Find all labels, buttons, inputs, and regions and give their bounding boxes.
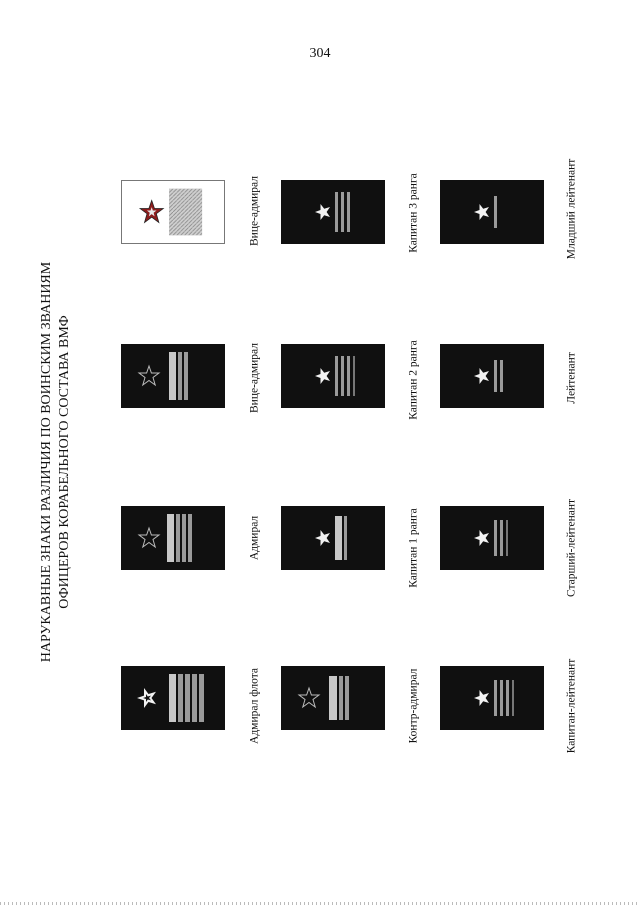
star-icon: [139, 528, 159, 547]
patch-admiral: [121, 506, 225, 570]
rank-label-kontr-admiral: Контр-адмирал: [407, 668, 420, 744]
patch-kapitan-3: [281, 180, 385, 244]
patch-vitse-admiral-2: [121, 180, 225, 244]
star-icon: [140, 200, 163, 222]
rank-label-admiral-flota: Адмирал флота: [248, 668, 261, 744]
star-icon: [315, 530, 330, 546]
patch-mladshiy-leytenant: [440, 180, 544, 244]
rank-label-vitse-admiral-2: Вице-адмирал: [248, 176, 261, 246]
star-icon: [299, 688, 319, 707]
patch-starshiy-leytenant: [440, 506, 544, 570]
rank-label-kapitan-2: Капитан 2 ранга: [407, 340, 420, 420]
patch-kapitan-1: [281, 506, 385, 570]
patch-kapitan-2: [281, 344, 385, 408]
page-title-line-1: НАРУКАВНЫЕ ЗНАКИ РАЗЛИЧИЯ ПО ВОИНСКИМ ЗВАНИЯМ: [39, 261, 54, 663]
star-icon: [139, 366, 159, 385]
star-icon: [315, 204, 330, 220]
rank-label-leytenant: Лейтенант: [565, 352, 578, 404]
rank-label-kapitan-1: Капитан 1 ранга: [407, 508, 420, 588]
rank-label-starshiy-leytenant: Старший-лейтенант: [565, 498, 578, 598]
page-number: 304: [309, 46, 331, 61]
patch-kapitan-leytenant: [440, 666, 544, 730]
rank-label-kapitan-leytenant: Капитан-лейтенант: [565, 658, 578, 754]
page-title-line-2: ОФИЦЕРОВ КОРАБЕЛЬНОГО СОСТАВА ВМФ: [57, 315, 72, 609]
rank-label-kapitan-3: Капитан 3 ранга: [407, 173, 420, 253]
patch-admiral-flota: [121, 666, 225, 730]
patch-vitse-admiral-1: [121, 344, 225, 408]
star-icon: [474, 530, 489, 546]
star-icon: [474, 368, 489, 384]
star-icon: [315, 368, 330, 384]
rank-label-admiral: Адмирал: [248, 515, 261, 561]
patch-leytenant: [440, 344, 544, 408]
rank-label-vitse-admiral-1: Вице-адмирал: [248, 343, 261, 413]
rank-label-mladshiy-leytenant: Младший лейтенант: [565, 158, 578, 260]
star-icon: [474, 690, 489, 706]
star-icon: [474, 204, 489, 220]
patch-kontr-admiral: [281, 666, 385, 730]
star-icon: [137, 688, 156, 708]
